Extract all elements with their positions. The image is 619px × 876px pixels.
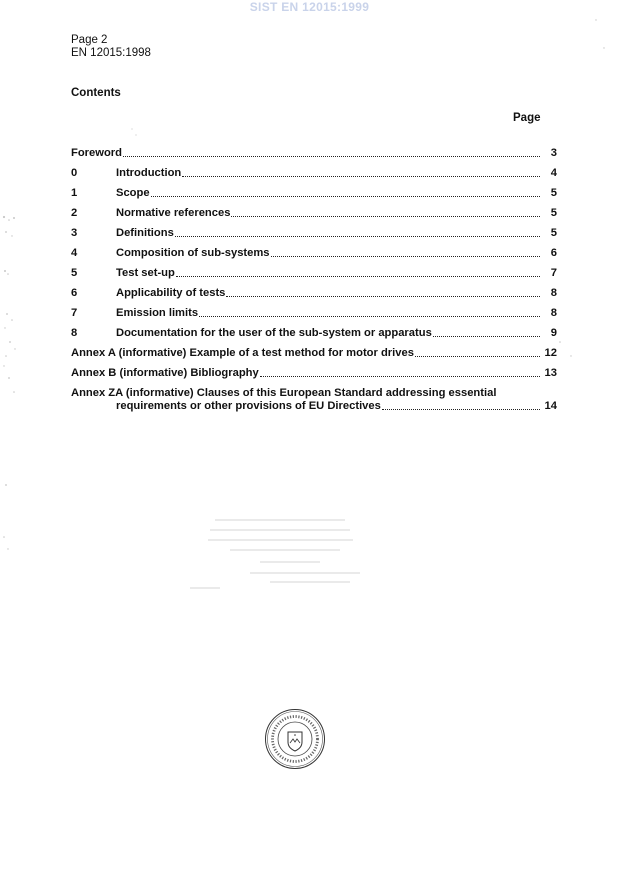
toc-entry-page: 4: [550, 167, 557, 179]
toc-entry-title: Definitions: [116, 227, 174, 239]
toc-entry-number: 4: [71, 247, 78, 259]
toc-entry-title: Scope: [116, 187, 150, 199]
document-id: EN 12015:1998: [71, 47, 151, 59]
toc-entry-title: Annex ZA (informative) Clauses of this European Standard addressing essential: [71, 387, 497, 399]
toc-entry-page: 7: [550, 267, 557, 279]
toc-entry-page: 13: [544, 367, 557, 379]
toc-entry-title: Test set-up: [116, 267, 175, 279]
toc-entry-page: 5: [550, 227, 557, 239]
toc-entry-page: 8: [550, 287, 557, 299]
toc-entry-title: Foreword: [71, 147, 122, 159]
toc-entry-number: 1: [71, 187, 78, 199]
toc-entry-page: 3: [550, 147, 557, 159]
toc-entry-page: 6: [550, 247, 557, 259]
toc-entry-page: 14: [544, 400, 557, 412]
toc-entry-page: 9: [550, 327, 557, 339]
toc-entry-page: 5: [550, 187, 557, 199]
toc-entry-number: 5: [71, 267, 78, 279]
toc-entry-title: Composition of sub-systems: [116, 247, 270, 259]
toc-entry-title: Annex B (informative) Bibliography: [71, 367, 259, 379]
toc-entry-page: 5: [550, 207, 557, 219]
contents-heading: Contents: [71, 87, 121, 99]
toc-entry-number: 0: [71, 167, 78, 179]
toc-entry-number: 8: [71, 327, 78, 339]
toc-entry-title: Applicability of tests: [116, 287, 226, 299]
toc-entry-number: 3: [71, 227, 78, 239]
toc-entry-title: Documentation for the user of the sub-system or apparatus: [116, 327, 432, 339]
toc-entry-number: 2: [71, 207, 78, 219]
page-number: Page 2: [71, 34, 108, 46]
toc-entry-number: 7: [71, 307, 78, 319]
toc-entry-page: 8: [550, 307, 557, 319]
faint-stamp-bleedthrough: [170, 498, 400, 608]
page-column-label: Page: [513, 112, 541, 124]
official-seal-icon: [264, 708, 326, 770]
toc-entry-title: Normative references: [116, 207, 231, 219]
toc-entry-number: 6: [71, 287, 78, 299]
toc-entry-title-continued: requirements or other provisions of EU Directives: [116, 400, 381, 412]
toc-entry-title: Emission limits: [116, 307, 199, 319]
document-watermark: SIST EN 12015:1999: [249, 0, 370, 14]
toc-entry-title: Introduction: [116, 167, 182, 179]
toc-entry-title: Annex A (informative) Example of a test method for motor drives: [71, 347, 414, 359]
toc-entry-page: 12: [544, 347, 557, 359]
